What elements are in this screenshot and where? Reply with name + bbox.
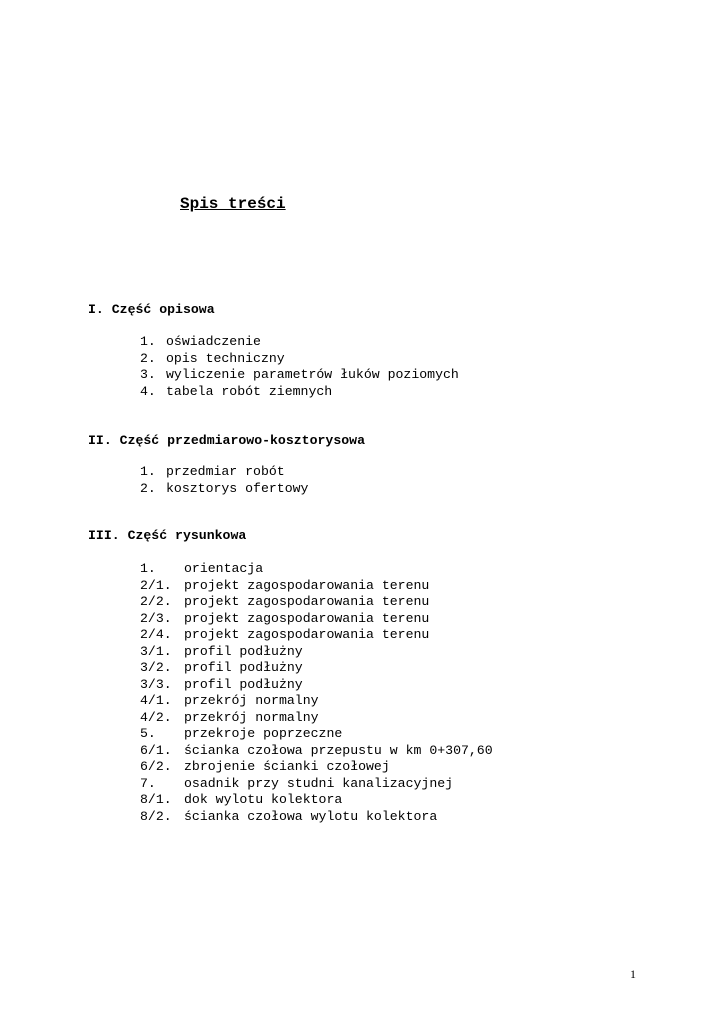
- item-number: 1.: [140, 334, 156, 349]
- list-item: [140, 481, 308, 498]
- item-number: 2/2.: [140, 594, 172, 609]
- item-number: 2/3.: [140, 610, 172, 626]
- list-item: [140, 759, 493, 776]
- item-text: profil podłużny: [184, 676, 303, 692]
- item-number: 3/3.: [140, 676, 172, 692]
- item-text: projekt zagospodarowania terenu: [184, 594, 430, 609]
- item-text: tabela robót ziemnych: [166, 383, 333, 399]
- item-number: 2/1.: [140, 577, 172, 593]
- item-text: opis techniczny: [166, 350, 285, 366]
- item-number: 4/1.: [140, 693, 172, 708]
- item-text: przekrój normalny: [184, 693, 319, 708]
- item-text: orientacja: [184, 561, 264, 576]
- item-text: profil podłużny: [184, 643, 303, 659]
- item-text: zbrojenie ścianki czołowej: [184, 759, 390, 774]
- list-item: [140, 677, 493, 694]
- item-number: 4/2.: [140, 709, 172, 725]
- item-number: 1.: [140, 464, 156, 479]
- item-text: projekt zagospodarowania terenu: [184, 610, 430, 626]
- section-list-opisowa: [140, 334, 459, 400]
- section-heading-rysunkowa: III. Część rysunkowa: [88, 528, 247, 543]
- item-number: 6/1.: [140, 742, 172, 758]
- list-item: [140, 693, 493, 710]
- item-number: 2.: [140, 480, 156, 496]
- item-text: oświadczenie: [166, 334, 261, 349]
- list-item: [140, 384, 459, 401]
- item-text: przekrój normalny: [184, 709, 319, 725]
- list-item: [140, 726, 493, 743]
- item-text: przedmiar robót: [166, 464, 285, 479]
- item-number: 3/1.: [140, 643, 172, 659]
- item-text: osadnik przy studni kanalizacyjnej: [184, 775, 454, 791]
- item-text: kosztorys ofertowy: [166, 480, 309, 496]
- list-item: [140, 809, 493, 826]
- section-heading-kosztorysowa: II. Część przedmiarowo-kosztorysowa: [88, 433, 365, 448]
- list-item: [140, 611, 493, 628]
- list-item: [140, 561, 493, 578]
- section-list-rysunkowa: [140, 561, 493, 825]
- item-number: 5.: [140, 726, 156, 741]
- item-text: profil podłużny: [184, 660, 303, 675]
- item-text: projekt zagospodarowania terenu: [184, 577, 430, 593]
- item-text: ścianka czołowa przepustu w km 0+307,60: [184, 742, 493, 758]
- item-text: przekroje poprzeczne: [184, 726, 343, 741]
- item-number: 7.: [140, 775, 156, 791]
- list-item: [140, 776, 493, 793]
- item-text: wyliczenie parametrów łuków poziomych: [166, 367, 459, 382]
- item-number: 1.: [140, 561, 156, 576]
- item-number: 8/1.: [140, 792, 172, 807]
- item-number: 4.: [140, 383, 156, 399]
- list-item: [140, 367, 459, 384]
- item-number: 8/2.: [140, 808, 172, 824]
- list-item: [140, 627, 493, 644]
- list-item: [140, 334, 459, 351]
- list-item: [140, 660, 493, 677]
- page-number: 1: [630, 967, 636, 981]
- list-item: [140, 644, 493, 661]
- list-item: [140, 594, 493, 611]
- item-number: 2/4.: [140, 627, 172, 642]
- item-number: 2.: [140, 350, 156, 366]
- list-item: [140, 464, 308, 481]
- item-text: dok wylotu kolektora: [184, 792, 343, 807]
- list-item: [140, 578, 493, 595]
- item-number: 6/2.: [140, 759, 172, 774]
- list-item: [140, 743, 493, 760]
- item-text: projekt zagospodarowania terenu: [184, 627, 430, 642]
- item-number: 3.: [140, 367, 156, 382]
- section-list-kosztorysowa: [140, 464, 308, 497]
- item-number: 3/2.: [140, 660, 172, 675]
- list-item: [140, 351, 459, 368]
- page-title: Spis treści: [180, 195, 286, 213]
- section-heading-opisowa: I. Część opisowa: [88, 302, 215, 317]
- item-text: ścianka czołowa wylotu kolektora: [184, 808, 438, 824]
- list-item: [140, 710, 493, 727]
- list-item: [140, 792, 493, 809]
